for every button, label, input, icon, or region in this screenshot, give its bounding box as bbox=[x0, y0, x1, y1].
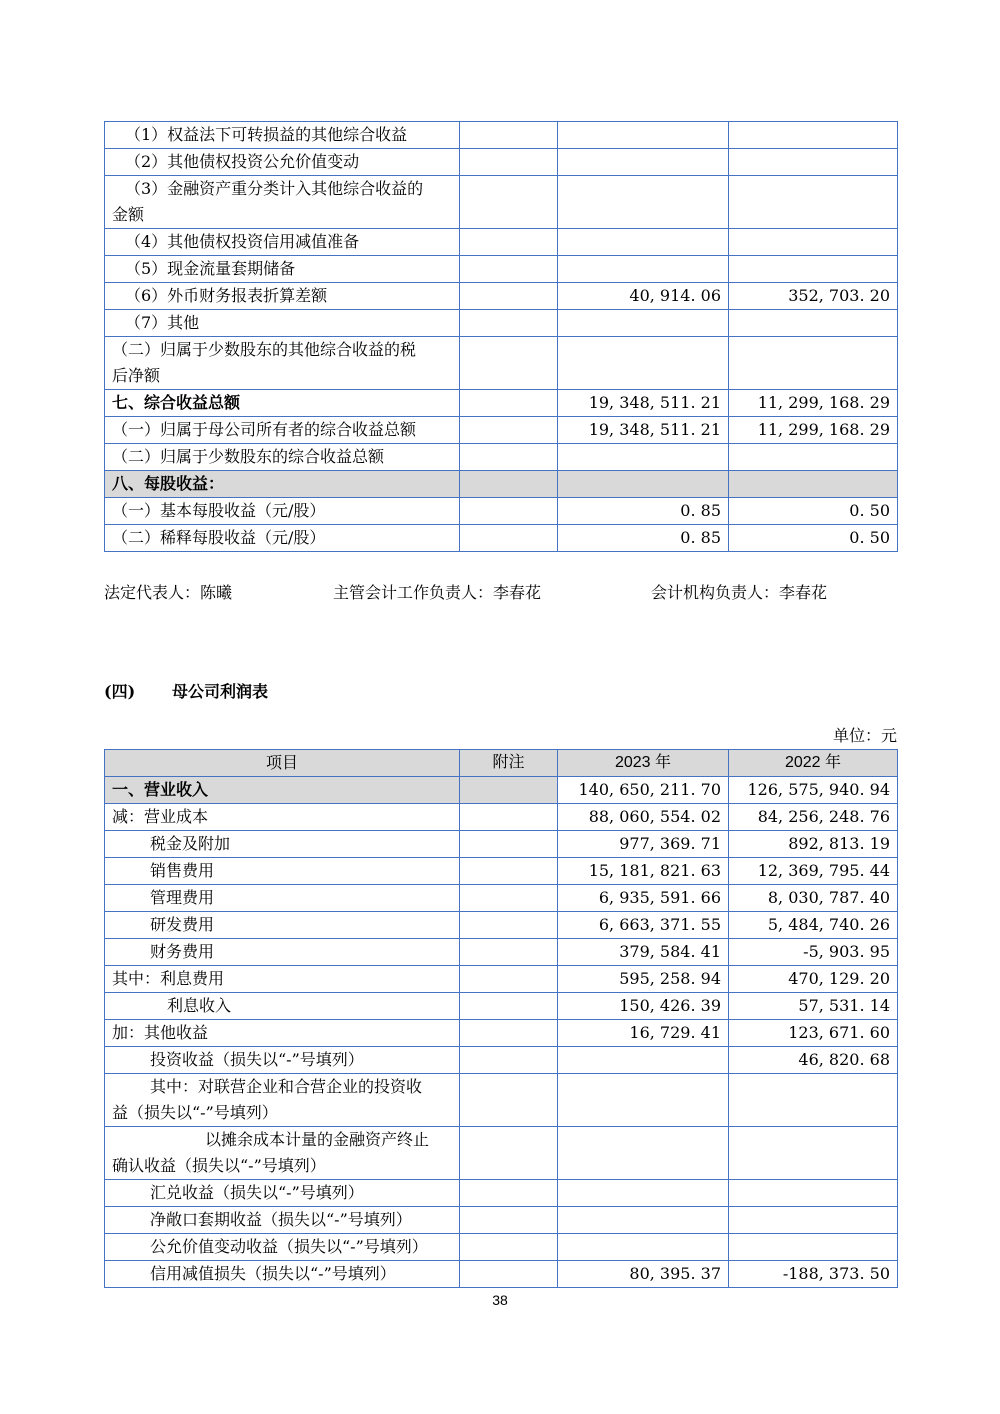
row-value-2023 bbox=[558, 310, 729, 337]
section-title: 母公司利润表 bbox=[172, 682, 269, 701]
row-value-2023 bbox=[558, 122, 729, 149]
row-value-2022: 57, 531. 14 bbox=[729, 993, 898, 1020]
table-row bbox=[105, 1261, 898, 1288]
table-row bbox=[105, 229, 898, 256]
table-row bbox=[105, 1207, 898, 1234]
row-note bbox=[460, 149, 558, 176]
table-row bbox=[105, 283, 898, 310]
row-item: 投资收益（损失以“-”号填列） bbox=[105, 1047, 460, 1074]
row-item: 七、综合收益总额 bbox=[105, 390, 460, 417]
row-note bbox=[460, 122, 558, 149]
row-item: 八、每股收益： bbox=[105, 471, 460, 498]
row-value-2023: 80, 395. 37 bbox=[558, 1261, 729, 1288]
row-value-2023: 40, 914. 06 bbox=[558, 283, 729, 310]
row-value-2022: 84, 256, 248. 76 bbox=[729, 804, 898, 831]
table-row bbox=[105, 939, 898, 966]
table-row bbox=[105, 885, 898, 912]
table-row bbox=[105, 912, 898, 939]
row-value-2023: 88, 060, 554. 02 bbox=[558, 804, 729, 831]
row-note bbox=[460, 525, 558, 552]
header-2022: 2022 年 bbox=[729, 750, 898, 777]
row-value-2023 bbox=[558, 337, 729, 390]
table-row bbox=[105, 1074, 898, 1127]
row-value-2023 bbox=[558, 149, 729, 176]
row-note bbox=[460, 831, 558, 858]
table-row bbox=[105, 831, 898, 858]
row-item-line1: （3）金融资产重分类计入其他综合收益的 bbox=[125, 179, 424, 198]
table-row bbox=[105, 966, 898, 993]
row-item-line2: 益（损失以“-”号填列） bbox=[112, 1103, 278, 1122]
table-row bbox=[105, 256, 898, 283]
row-note bbox=[460, 498, 558, 525]
row-value-2023 bbox=[558, 1127, 729, 1180]
row-value-2023: 6, 935, 591. 66 bbox=[558, 885, 729, 912]
row-note bbox=[460, 804, 558, 831]
row-item-line1: 以摊余成本计量的金融资产终止 bbox=[205, 1130, 430, 1149]
row-value-2023 bbox=[558, 256, 729, 283]
row-value-2023: 140, 650, 211. 70 bbox=[558, 777, 729, 804]
row-item: （6）外币财务报表折算差额 bbox=[105, 283, 460, 310]
row-item: 利息收入 bbox=[105, 993, 460, 1020]
row-value-2023 bbox=[558, 1047, 729, 1074]
row-note bbox=[460, 310, 558, 337]
row-value-2023 bbox=[558, 471, 729, 498]
row-value-2022 bbox=[729, 149, 898, 176]
unit-label: 单位：元 bbox=[832, 726, 897, 745]
section-number: (四) bbox=[104, 682, 136, 701]
row-item: 减：营业成本 bbox=[105, 804, 460, 831]
header-2023: 2023 年 bbox=[558, 750, 729, 777]
row-note bbox=[460, 417, 558, 444]
header-item: 项目 bbox=[105, 750, 460, 777]
table-row bbox=[105, 337, 898, 390]
row-value-2022: 12, 369, 795. 44 bbox=[729, 858, 898, 885]
parent-income-statement-table bbox=[104, 749, 898, 1288]
row-value-2022: 0. 50 bbox=[729, 498, 898, 525]
table-row bbox=[105, 444, 898, 471]
row-item: （5）现金流量套期储备 bbox=[105, 256, 460, 283]
row-item: 加：其他收益 bbox=[105, 1020, 460, 1047]
row-item: 销售费用 bbox=[105, 858, 460, 885]
row-item bbox=[105, 337, 460, 390]
row-value-2023: 0. 85 bbox=[558, 525, 729, 552]
row-value-2022 bbox=[729, 444, 898, 471]
row-value-2022 bbox=[729, 1207, 898, 1234]
row-note bbox=[460, 1207, 558, 1234]
row-value-2022: -188, 373. 50 bbox=[729, 1261, 898, 1288]
row-note bbox=[460, 444, 558, 471]
row-note bbox=[460, 390, 558, 417]
row-value-2022: 126, 575, 940. 94 bbox=[729, 777, 898, 804]
row-value-2023 bbox=[558, 444, 729, 471]
row-note bbox=[460, 256, 558, 283]
row-item bbox=[105, 1074, 460, 1127]
table-row bbox=[105, 149, 898, 176]
table-row bbox=[105, 525, 898, 552]
table-row bbox=[105, 1180, 898, 1207]
page-number: 38 bbox=[492, 1292, 508, 1308]
row-note bbox=[460, 471, 558, 498]
row-value-2022 bbox=[729, 310, 898, 337]
row-note bbox=[460, 176, 558, 229]
row-value-2022 bbox=[729, 229, 898, 256]
row-note bbox=[460, 1047, 558, 1074]
row-value-2023: 595, 258. 94 bbox=[558, 966, 729, 993]
row-value-2022 bbox=[729, 1074, 898, 1127]
section-heading bbox=[104, 679, 268, 705]
row-note bbox=[460, 1234, 558, 1261]
table-row bbox=[105, 122, 898, 149]
row-value-2022: 11, 299, 168. 29 bbox=[729, 390, 898, 417]
row-item: 其中：利息费用 bbox=[105, 966, 460, 993]
row-value-2022 bbox=[729, 122, 898, 149]
row-value-2022 bbox=[729, 337, 898, 390]
row-value-2022 bbox=[729, 1234, 898, 1261]
table-row bbox=[105, 417, 898, 444]
row-item: 净敞口套期收益（损失以“-”号填列） bbox=[105, 1207, 460, 1234]
comprehensive-income-table bbox=[104, 121, 898, 552]
row-note bbox=[460, 1074, 558, 1127]
row-value-2022: 46, 820. 68 bbox=[729, 1047, 898, 1074]
row-note bbox=[460, 229, 558, 256]
row-item: （1）权益法下可转损益的其他综合收益 bbox=[105, 122, 460, 149]
row-value-2023 bbox=[558, 229, 729, 256]
row-item: （二）归属于少数股东的综合收益总额 bbox=[105, 444, 460, 471]
table-header-row bbox=[105, 750, 898, 777]
row-note bbox=[460, 993, 558, 1020]
table-row bbox=[105, 993, 898, 1020]
row-value-2022: 470, 129. 20 bbox=[729, 966, 898, 993]
row-item: （一）归属于母公司所有者的综合收益总额 bbox=[105, 417, 460, 444]
row-note bbox=[460, 966, 558, 993]
row-value-2023: 6, 663, 371. 55 bbox=[558, 912, 729, 939]
table-row bbox=[105, 1127, 898, 1180]
row-value-2022: 0. 50 bbox=[729, 525, 898, 552]
row-value-2022: 352, 703. 20 bbox=[729, 283, 898, 310]
row-item: （2）其他债权投资公允价值变动 bbox=[105, 149, 460, 176]
row-value-2023 bbox=[558, 1207, 729, 1234]
header-note: 附注 bbox=[460, 750, 558, 777]
row-note bbox=[460, 1180, 558, 1207]
row-item bbox=[105, 176, 460, 229]
row-item: （二）稀释每股收益（元/股） bbox=[105, 525, 460, 552]
row-item: 汇兑收益（损失以“-”号填列） bbox=[105, 1180, 460, 1207]
row-value-2022: 5, 484, 740. 26 bbox=[729, 912, 898, 939]
row-value-2022: 11, 299, 168. 29 bbox=[729, 417, 898, 444]
row-note bbox=[460, 777, 558, 804]
row-item: 财务费用 bbox=[105, 939, 460, 966]
row-value-2023: 19, 348, 511. 21 bbox=[558, 417, 729, 444]
row-item-line2: 确认收益（损失以“-”号填列） bbox=[112, 1156, 326, 1175]
table-row bbox=[105, 858, 898, 885]
row-value-2023: 0. 85 bbox=[558, 498, 729, 525]
row-value-2022 bbox=[729, 256, 898, 283]
row-value-2023: 379, 584. 41 bbox=[558, 939, 729, 966]
row-note bbox=[460, 1261, 558, 1288]
row-note bbox=[460, 939, 558, 966]
row-item-line1: 其中：对联营企业和合营企业的投资收 bbox=[150, 1077, 423, 1096]
table-row bbox=[105, 1020, 898, 1047]
row-value-2022 bbox=[729, 1180, 898, 1207]
row-value-2023 bbox=[558, 1234, 729, 1261]
row-value-2022 bbox=[729, 471, 898, 498]
row-value-2023: 15, 181, 821. 63 bbox=[558, 858, 729, 885]
row-item: 研发费用 bbox=[105, 912, 460, 939]
row-value-2022 bbox=[729, 1127, 898, 1180]
legal-representative: 法定代表人：陈曦 bbox=[104, 583, 233, 602]
table-row bbox=[105, 1047, 898, 1074]
table-row bbox=[105, 390, 898, 417]
signature-line bbox=[104, 580, 897, 606]
row-note bbox=[460, 1020, 558, 1047]
table-row bbox=[105, 176, 898, 229]
table-row bbox=[105, 310, 898, 337]
row-note bbox=[460, 1127, 558, 1180]
table-row bbox=[105, 804, 898, 831]
row-note bbox=[460, 885, 558, 912]
row-value-2022: 123, 671. 60 bbox=[729, 1020, 898, 1047]
table-row bbox=[105, 498, 898, 525]
row-note bbox=[460, 858, 558, 885]
row-item: （4）其他债权投资信用减值准备 bbox=[105, 229, 460, 256]
accounting-supervisor: 主管会计工作负责人：李春花 bbox=[333, 583, 542, 602]
row-value-2023 bbox=[558, 1180, 729, 1207]
row-value-2022: 8, 030, 787. 40 bbox=[729, 885, 898, 912]
row-value-2023: 19, 348, 511. 21 bbox=[558, 390, 729, 417]
table-row bbox=[105, 1234, 898, 1261]
row-value-2023: 16, 729. 41 bbox=[558, 1020, 729, 1047]
row-value-2022 bbox=[729, 176, 898, 229]
row-item: 公允价值变动收益（损失以“-”号填列） bbox=[105, 1234, 460, 1261]
row-item: 税金及附加 bbox=[105, 831, 460, 858]
row-note bbox=[460, 912, 558, 939]
row-item-line1: （二）归属于少数股东的其他综合收益的税 bbox=[112, 340, 417, 359]
row-note bbox=[460, 337, 558, 390]
row-item: 管理费用 bbox=[105, 885, 460, 912]
row-value-2022: -5, 903. 95 bbox=[729, 939, 898, 966]
row-value-2023: 977, 369. 71 bbox=[558, 831, 729, 858]
row-item-line2: 后净额 bbox=[112, 366, 161, 385]
row-value-2022: 892, 813. 19 bbox=[729, 831, 898, 858]
row-value-2023 bbox=[558, 1074, 729, 1127]
row-item: （7）其他 bbox=[105, 310, 460, 337]
table-row bbox=[105, 471, 898, 498]
row-value-2023 bbox=[558, 176, 729, 229]
row-note bbox=[460, 283, 558, 310]
row-item: （一）基本每股收益（元/股） bbox=[105, 498, 460, 525]
table-row bbox=[105, 777, 898, 804]
row-value-2023: 150, 426. 39 bbox=[558, 993, 729, 1020]
row-item bbox=[105, 1127, 460, 1180]
row-item: 一、营业收入 bbox=[105, 777, 460, 804]
accounting-org-head: 会计机构负责人：李春花 bbox=[651, 583, 828, 602]
row-item-line2: 金额 bbox=[112, 205, 145, 224]
row-item: 信用减值损失（损失以“-”号填列） bbox=[105, 1261, 460, 1288]
